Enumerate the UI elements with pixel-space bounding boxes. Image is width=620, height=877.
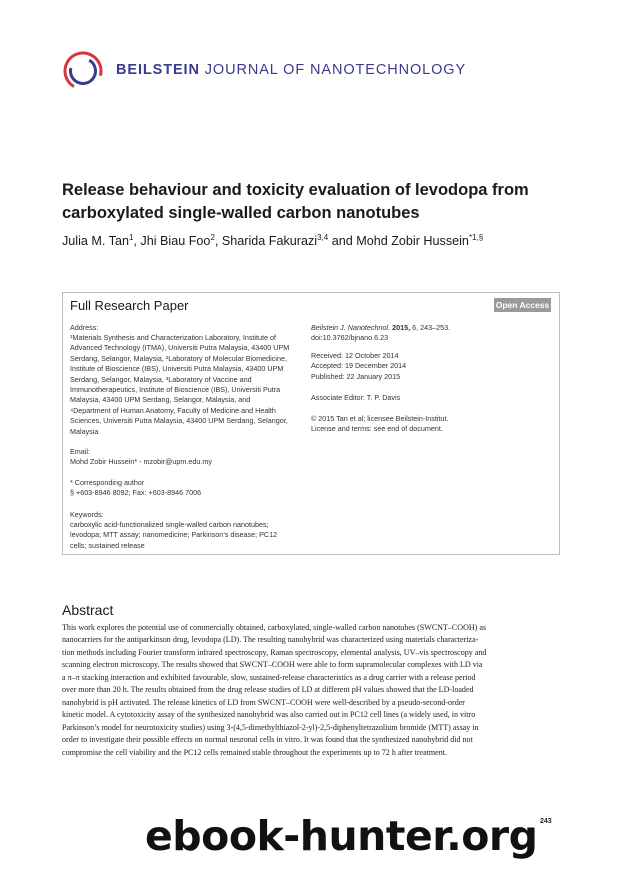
keywords-line: carboxylic acid-functionalized single-walled carbon nanotubes; <box>70 520 269 529</box>
citation-journal: Beilstein J. Nanotechnol. <box>311 323 391 332</box>
dates-block <box>311 351 551 382</box>
abstract-line: order to investigate their possible effects on normal neuronal cells in vitro. It was found that the synthesized nanohybrid did not <box>62 735 473 745</box>
abstract-line: scanning electron microscopy. The results showed that SWCNT–COOH were able to form supramolecular complexes with LD via <box>62 660 483 670</box>
abstract-line: Parkinson’s model for neurotoxicity studies) using 3-(4,5-dimethylthiazol-2-yl)-2,5-diphenyltetrazolium bromide (MTT) assay in <box>62 722 479 732</box>
address-line: Serdang, Selangor, Malaysia, ²Laboratory of Molecular Biomedicine, <box>70 353 287 363</box>
address-label: Address: <box>70 323 99 332</box>
corresponding-note: * Corresponding author <box>70 478 145 487</box>
watermark-text: ebook-hunter.org <box>145 812 538 860</box>
author-list <box>62 233 582 248</box>
license-block <box>311 414 551 435</box>
open-access-badge: Open Access <box>495 300 550 310</box>
author-separator: , <box>214 234 222 249</box>
author-affiliation: 1 <box>128 233 134 242</box>
abstract-line: kinetic model. A cytotoxicity assay of the synthesized nanohybrid was also carried out in PC12 cell lines (a widely used, in vitro <box>62 710 476 720</box>
author-name: Julia M. Tan <box>62 234 129 249</box>
journal-name <box>116 62 466 78</box>
abstract-heading: Abstract <box>62 602 114 618</box>
phone-fax: § +603-8946 8092; Fax: +603-8946 7006 <box>70 488 202 498</box>
address-line: Advanced Technology (ITMA), Universiti Putra Malaysia, 43400 UPM <box>70 343 290 353</box>
keywords-label: Keywords: <box>70 510 104 519</box>
keywords-line: levodopa; MTT assay; nanomedicine; Parkinson’s disease; PC12 <box>70 530 278 540</box>
published-date: Published: 22 January 2015 <box>311 371 401 381</box>
article-title <box>62 179 562 225</box>
abstract-line: over more than 20 h. The results obtained from the drug release studies of LD at different pH values showed that the LD-loaded <box>62 685 474 695</box>
email-label: Email: <box>70 447 90 456</box>
address-text <box>70 333 302 437</box>
title-line-1: Release behaviour and toxicity evaluation of levodopa from <box>62 181 529 199</box>
abstract-line: nanocarriers for the antiparkinson drug, levodopa (LD). The resulting nanohybrid was characterized using materials characteriza- <box>62 635 479 645</box>
author-name: Jhi Biau Foo <box>140 234 211 249</box>
accepted-date: Accepted: 19 December 2014 <box>311 361 407 371</box>
abstract-body <box>62 622 560 759</box>
citation-block <box>311 323 551 344</box>
address-line: ¹Materials Synthesis and Characterization Laboratory, Institute of <box>70 333 277 342</box>
citation-line <box>311 323 551 333</box>
address-line: Sciences, Universiti Putra Malaysia, 43400 UPM Serdang, Selangor, <box>70 416 288 426</box>
abstract-line: tion methods including Fourier transform infrared spectroscopy, Raman spectroscopy, elemental analysis, UV–vis spectroscopy and <box>62 647 487 657</box>
address-line: ⁴Department of Human Anatomy, Faculty of Medicine and Health <box>70 405 276 415</box>
associate-editor: Associate Editor: T. P. Davis <box>311 393 401 402</box>
paper-type: Full Research Paper <box>70 298 189 313</box>
abstract-line: a π–π stacking interaction and exhibited favourable, slow, sustained-release characteristics as a drug carrier with a release period <box>62 672 476 682</box>
author-separator: , <box>133 234 141 249</box>
title-line-2: carboxylated single-walled carbon nanotubes <box>62 204 420 222</box>
citation-year: 2015, <box>392 323 411 332</box>
author-affiliation: 3,4 <box>317 233 329 242</box>
author-affiliation: 2 <box>210 233 215 242</box>
author-separator: and <box>328 234 357 249</box>
email-link[interactable]: Mohd Zobir Hussein* - mzobir@upm.edu.my <box>70 457 212 466</box>
journal-logo <box>62 50 482 94</box>
page-number: 243 <box>540 818 552 825</box>
keywords-text <box>70 520 302 551</box>
address-line: Institute of Bioscience (IBS), Universiti Putra Malaysia, 43400 UPM <box>70 364 284 374</box>
author-name: Sharida Fakurazi <box>221 234 318 249</box>
copyright-line: © 2015 Tan et al; licensee Beilstein-Institut. <box>311 414 449 423</box>
beilstein-logo-icon <box>62 50 104 92</box>
abstract-line: This work explores the potential use of commercially obtained, carboxylated, single-walled carbon nanotubes (SWCNT–COOH) as <box>62 623 487 632</box>
doi-link[interactable]: doi:10.3762/bjnano.6.23 <box>311 333 389 343</box>
citation-volume-pages: 6, 243–253. <box>412 323 451 332</box>
author-name: Mohd Zobir Hussein <box>356 234 469 249</box>
corresponding-author-block <box>70 478 302 499</box>
received-date: Received: 12 October 2014 <box>311 351 399 360</box>
license-terms-line: License and terms: see end of document. <box>311 424 443 434</box>
address-line: Immunotherapeutics, Institute of Bioscience (IBS), Universiti Putra <box>70 385 281 395</box>
abstract-line: compromise the cell viability and the PC12 cells remained stable throughout the experiments up to 72 h after treatment. <box>62 747 448 757</box>
journal-name-bold: BEILSTEIN <box>116 62 200 78</box>
keywords-line: cells; sustained release <box>70 540 145 550</box>
address-line: Malaysia, 43400 UPM Serdang, Selangor, Malaysia, and <box>70 395 251 405</box>
address-line: Malaysia <box>70 426 99 436</box>
address-line: Serdang, Selangor, Malaysia, ³Laboratory of Vaccine and <box>70 374 252 384</box>
author-affiliation: *1,§ <box>468 233 484 242</box>
abstract-line: nanohybrid is pH activated. The release kinetics of LD from SWCNT–COOH were well-described by a pseudo-second-order <box>62 697 465 707</box>
journal-name-rest: JOURNAL OF NANOTECHNOLOGY <box>204 62 467 78</box>
